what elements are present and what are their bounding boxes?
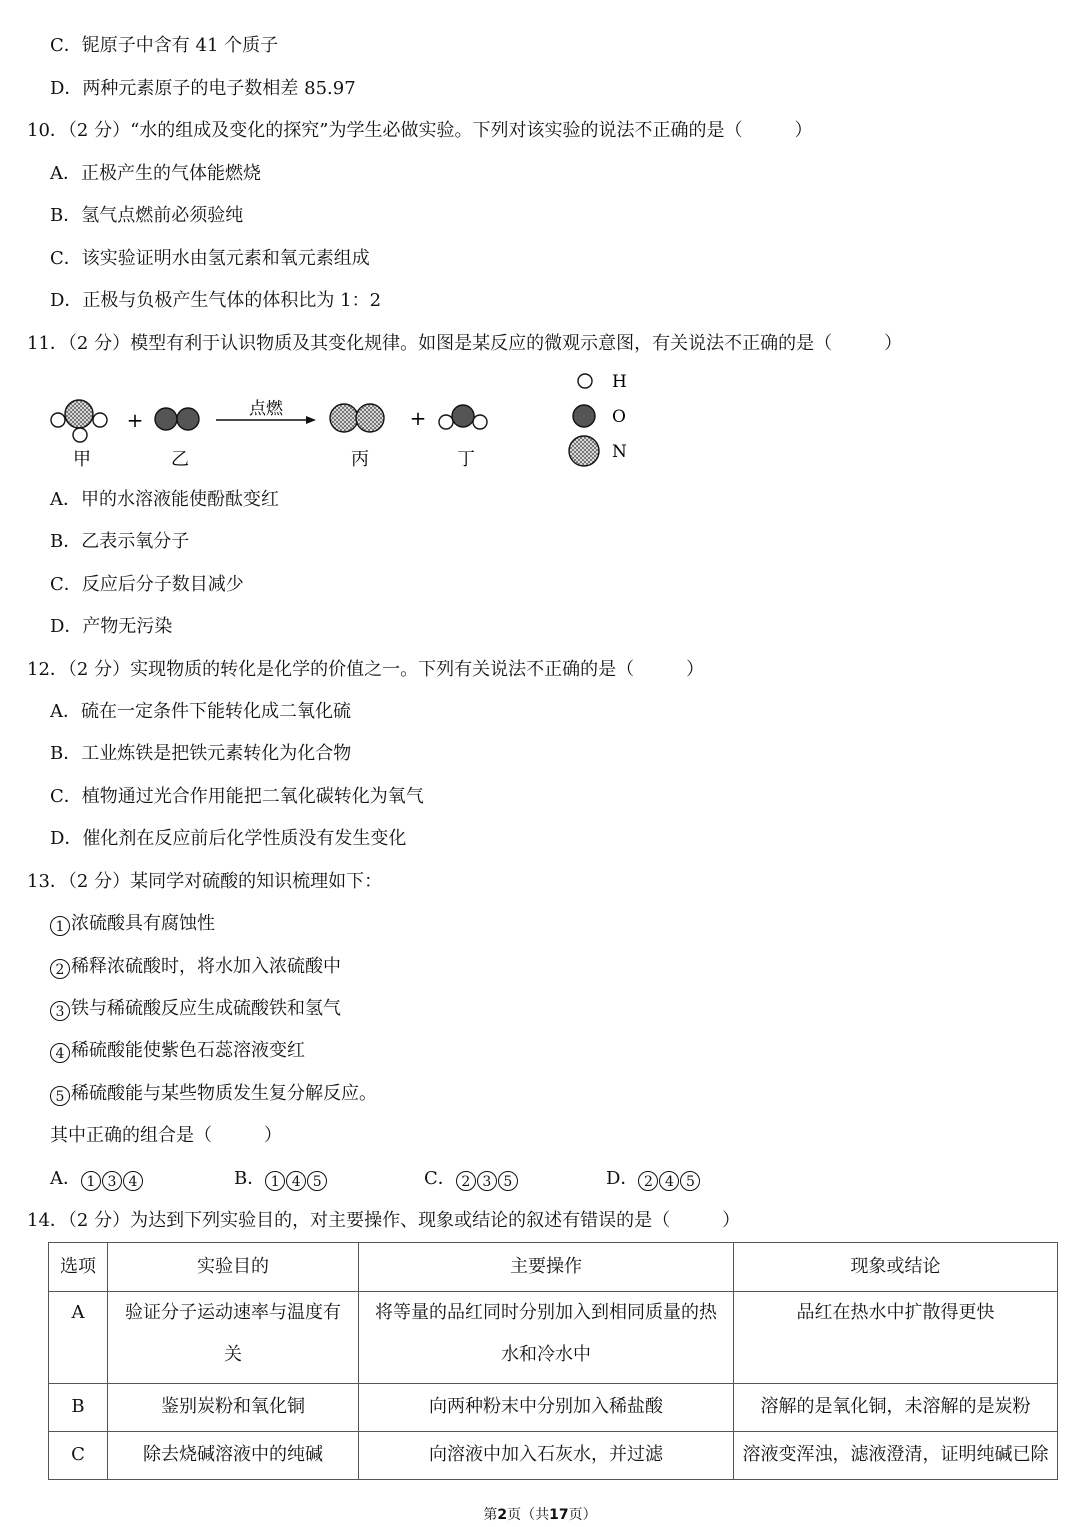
row-c-goal: 除去烧碱溶液中的纯碱 (108, 1432, 359, 1480)
q12-option-b: B．工业炼铁是把铁元素转化为化合物 (50, 743, 352, 764)
row-b-goal: 鉴别炭粉和氧化铜 (108, 1384, 359, 1432)
q11-option-d: D．产物无污染 (50, 616, 173, 637)
row-c-option: C (49, 1432, 108, 1480)
label-bing: 丙 (351, 449, 369, 470)
q13-statement-5: 5 稀硫酸能与某些物质发生复分解反应。 (50, 1082, 377, 1106)
q13-option-b: B． 1 4 5 (234, 1167, 328, 1191)
q10-option-a: A．正极产生的气体能燃烧 (50, 163, 261, 184)
row-a-result: 品红在热水中扩散得更快 (734, 1292, 1058, 1384)
q12-option-c: C．植物通过光合作用能把二氧化碳转化为氧气 (50, 786, 424, 807)
legend-n-symbol (569, 436, 599, 466)
legend-o-symbol (573, 405, 595, 427)
q12-option-a: A．硫在一定条件下能转化成二氧化硫 (50, 701, 351, 722)
q9-option-d: D．两种元素原子的电子数相差 85.97 (50, 78, 356, 99)
molecule-ding (439, 405, 487, 429)
row-b-result: 溶解的是氧化铜，未溶解的是炭粉 (734, 1384, 1058, 1432)
q11-option-c: C．反应后分子数目减少 (50, 574, 244, 595)
q9-option-c: C．铌原子中含有 41 个质子 (50, 35, 279, 56)
label-ding: 丁 (457, 449, 475, 470)
row-c-operation: 向溶液中加入石灰水，并过滤 (359, 1432, 734, 1480)
molecule-yi (155, 408, 199, 430)
legend (569, 372, 627, 466)
q13-statement-3: 3 铁与稀硫酸反应生成硫酸铁和氢气 (50, 997, 341, 1021)
q10-option-d: D．正极与负极产生气体的体积比为 1：2 (50, 290, 382, 311)
table-row (49, 1384, 1058, 1432)
page-number: 2 (497, 1507, 508, 1523)
row-a-operation: 将等量的品红同时分别加入到相同质量的热 水和冷水中 (359, 1292, 734, 1384)
header-result: 现象或结论 (734, 1243, 1058, 1292)
plus-sign: + (126, 408, 144, 432)
q14-stem: 14．（2 分）为达到下列实验目的，对主要操作、现象或结论的叙述有错误的是（ ） (27, 1210, 741, 1231)
q13-stem: 13．（2 分）某同学对硫酸的知识梳理如下： (27, 871, 383, 892)
legend-n-label: N (612, 442, 627, 462)
q10-stem: 10．（2 分）“水的组成及变化的探究”为学生必做实验。下列对该实验的说法不正确的是（ ） (27, 120, 813, 141)
header-option: 选项 (49, 1243, 108, 1292)
legend-o-label: O (612, 407, 626, 427)
q11-option-a: A．甲的水溶液能使酚酞变红 (50, 489, 279, 510)
row-a-option: A (49, 1292, 108, 1384)
row-b-operation: 向两种粉末中分别加入稀盐酸 (359, 1384, 734, 1432)
q13-option-a: A． 1 3 4 (50, 1167, 144, 1191)
label-yi: 乙 (171, 449, 189, 470)
molecule-bing (330, 404, 384, 432)
legend-h-symbol (578, 374, 592, 388)
page-total: 17 (549, 1507, 569, 1523)
row-c-result: 溶液变浑浊，滤液澄清，证明纯碱已除 (734, 1432, 1058, 1480)
reaction-diagram (40, 365, 660, 475)
q13-option-c: C． 2 3 5 (424, 1167, 519, 1191)
page-footer: 第2页（共17页） (483, 1507, 597, 1523)
q13-statement-1: 1 浓硫酸具有腐蚀性 (50, 912, 215, 936)
table-row (49, 1292, 1058, 1384)
table-row (49, 1432, 1058, 1480)
plus-sign: + (409, 406, 427, 430)
experiment-table (48, 1242, 1058, 1480)
q13-statement-2: 2 稀释浓硫酸时，将水加入浓硫酸中 (50, 955, 341, 979)
q11-stem: 11．（2 分）模型有利于认识物质及其变化规律。如图是某反应的微观示意图，有关说法不正确的是（ ） (27, 333, 903, 354)
molecule-jia (51, 400, 107, 442)
table-header-row (49, 1243, 1058, 1292)
legend-h-label: H (612, 372, 627, 392)
q11-option-b: B．乙表示氧分子 (50, 531, 190, 552)
q12-stem: 12．（2 分）实现物质的转化是化学的价值之一。下列有关说法不正确的是（ ） (27, 659, 705, 680)
q13-option-d: D． 2 4 5 (606, 1167, 701, 1191)
q10-option-b: B．氢气点燃前必须验纯 (50, 205, 244, 226)
row-a-goal: 验证分子运动速率与温度有 关 (108, 1292, 359, 1384)
q13-question: 其中正确的组合是（ ） (50, 1125, 282, 1146)
header-goal: 实验目的 (108, 1243, 359, 1292)
q10-option-c: C．该实验证明水由氢元素和氧元素组成 (50, 248, 370, 269)
header-operation: 主要操作 (359, 1243, 734, 1292)
q12-option-d: D．催化剂在反应前后化学性质没有发生变化 (50, 828, 407, 849)
reaction-condition: 点燃 (249, 399, 283, 419)
label-jia: 甲 (73, 449, 91, 470)
row-b-option: B (49, 1384, 108, 1432)
q13-statement-4: 4 稀硫酸能使紫色石蕊溶液变红 (50, 1039, 305, 1063)
